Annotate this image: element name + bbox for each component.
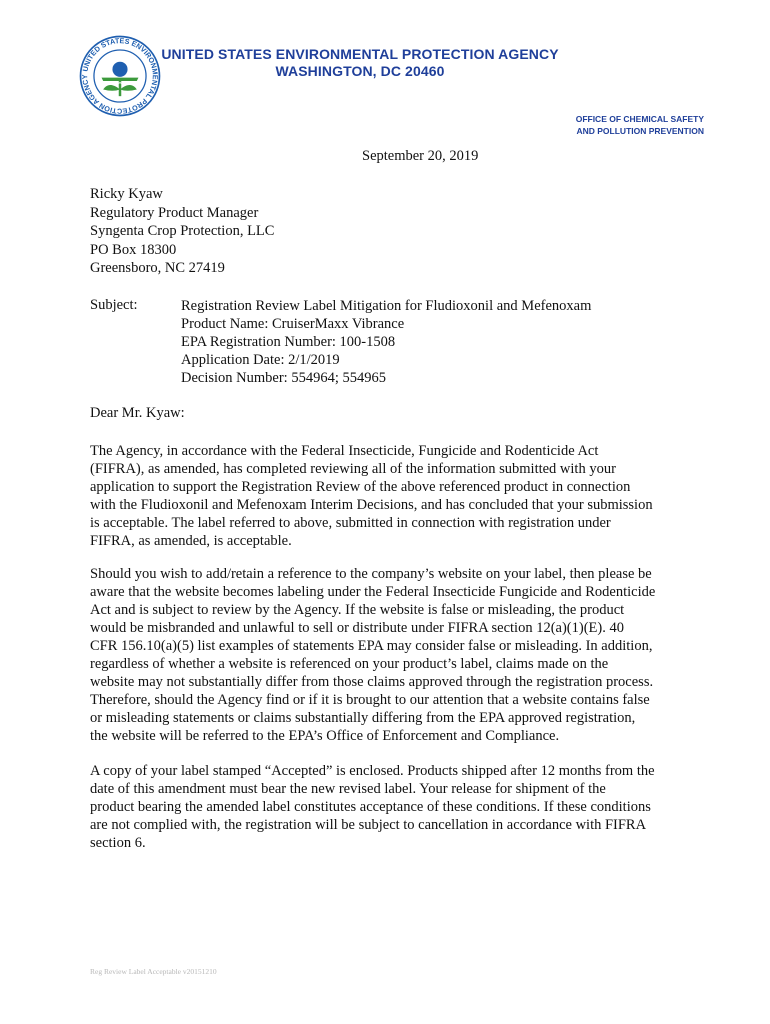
paragraph-line: product bearing the amended label constitutes acceptance of these conditions. If these conditions [90,799,651,815]
subject-block [181,297,591,387]
agency-location: WASHINGTON, DC 20460 [275,63,445,79]
body-paragraph-1 [90,442,690,550]
subject-line: Product Name: CruiserMaxx Vibrance [181,316,405,332]
paragraph-line: FIFRA, as amended, is acceptable. [90,533,292,549]
office-line-1: OFFICE OF CHEMICAL SAFETY [575,114,704,124]
recipient-line: Syngenta Crop Protection, LLC [90,223,275,239]
letter-date: September 20, 2019 [362,148,479,164]
recipient-line: Greensboro, NC 27419 [90,260,225,276]
paragraph-line: Should you wish to add/retain a reference to the company’s website on your label, then please be [90,566,652,582]
letterhead-agency [160,46,560,80]
seal-ring-text: UNITED STATES ENVIRONMENTAL PROTECTION AGENCY [80,36,160,116]
footer-template-id: Reg Review Label Acceptable v20151210 [90,967,217,976]
paragraph-line: section 6. [90,835,146,851]
paragraph-line: is acceptable. The label referred to above, submitted in connection with registration under [90,515,611,531]
subject-label: Subject: [90,297,138,313]
epa-seal-logo [78,34,162,118]
body-paragraph-3 [90,762,690,852]
paragraph-line: regardless of whether a website is referenced on your product’s label, claims made on the [90,656,609,672]
paragraph-line: Therefore, should the Agency find or if it is brought to our attention that a website contains false [90,692,650,708]
recipient-line: PO Box 18300 [90,241,177,258]
subject-line: EPA Registration Number: 100-1508 [181,334,396,350]
body-paragraph-2 [90,565,690,745]
paragraph-line: date of this amendment must bear the new revised label. Your release for shipment of the [90,781,606,797]
paragraph-line: would be misbranded and unlawful to sell or distribute under FIFRA section 12(a)(1)(E). 40 [90,620,624,636]
paragraph-line: (FIFRA), as amended, has completed reviewing all of the information submitted with your [90,461,616,477]
recipient-line: Regulatory Product Manager [90,204,259,221]
paragraph-line: A copy of your label stamped “Accepted” is enclosed. Products shipped after 12 months from the [90,763,655,779]
subject-line: Registration Review Label Mitigation for Fludioxonil and Mefenoxam [181,298,592,314]
recipient-line: Ricky Kyaw [90,186,163,202]
recipient-address [90,185,274,278]
paragraph-line: The Agency, in accordance with the Federal Insecticide, Fungicide and Rodenticide Act [90,443,599,459]
paragraph-line: website may not substantially differ from those claims approved through the registration process. [90,674,654,690]
agency-name: UNITED STATES ENVIRONMENTAL PROTECTION AGENCY [161,46,559,62]
paragraph-line: application to support the Registration Review of the above referenced product in connection [90,479,631,495]
subject-line: Application Date: 2/1/2019 [181,352,340,368]
office-line-2: AND POLLUTION PREVENTION [576,126,704,136]
letterhead-office [576,113,704,137]
paragraph-line: with the Fludioxonil and Mefenoxam Interim Decisions, and has concluded that your submission [90,497,653,513]
paragraph-line: Act and is subject to review by the Agency. If the website is false or misleading, the product [90,602,625,618]
paragraph-line: CFR 156.10(a)(5) list examples of statements EPA may consider false or misleading. In addition, [90,638,653,654]
paragraph-line: the website will be referred to the EPA’s Office of Enforcement and Compliance. [90,728,560,744]
paragraph-line: are not complied with, the registration will be subject to cancellation in accordance with FIFRA [90,817,647,833]
salutation: Dear Mr. Kyaw: [90,405,185,421]
subject-line: Decision Number: 554964; 554965 [181,370,386,386]
paragraph-line: or misleading statements or claims substantially differing from the EPA approved registration, [90,710,636,726]
paragraph-line: aware that the website becomes labeling under the Federal Insecticide Fungicide and Rodenticide [90,584,656,600]
